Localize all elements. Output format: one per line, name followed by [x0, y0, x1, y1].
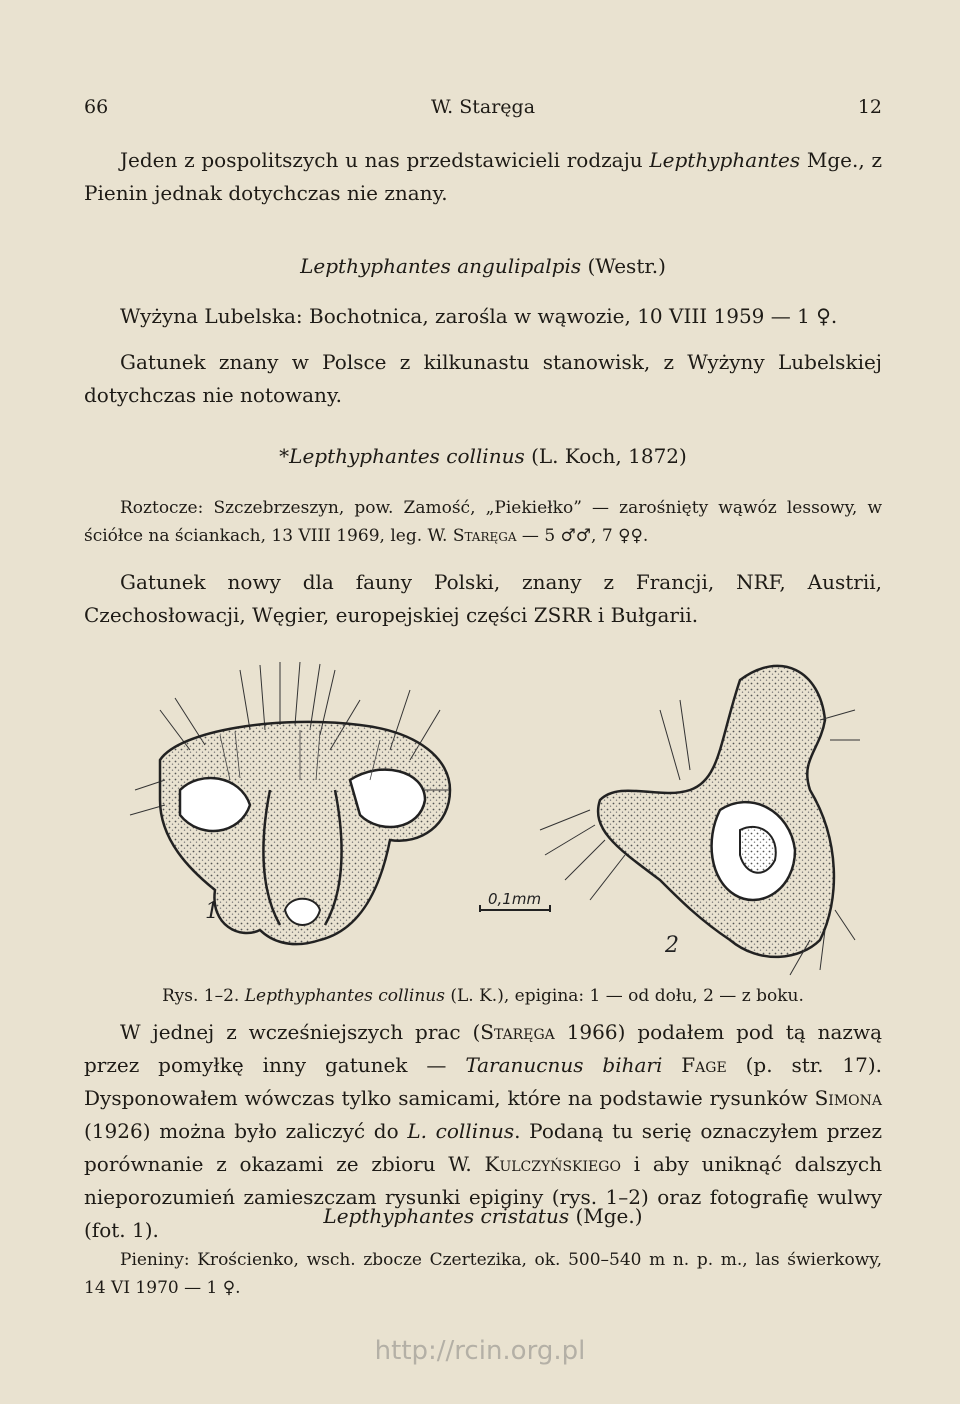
species-author: (L. Koch, 1872) [531, 444, 687, 468]
figure-label-2: 2 [665, 933, 679, 958]
taranucnus-name: Taranucnus bihari [465, 1053, 663, 1077]
species-note-collinus [84, 566, 882, 632]
intro-text-a: Jeden z pospolitszych u nas przedstawicieli rodzaju [120, 148, 650, 172]
species-author: (Westr.) [587, 254, 666, 278]
intro-genus: Lepthyphantes [649, 148, 801, 172]
discussion-text: (p. str. 17). Dysponowałem wówczas tylko samicami, które na podstawie rysunków [84, 1053, 883, 1110]
discussion-text: W jednej z wcześniejszych prac ( [120, 1020, 481, 1044]
record-text-b: — 5 ♂♂, 7 ♀♀. [516, 526, 649, 546]
ref-fage: Fage [681, 1053, 727, 1077]
species-note-angulipalpis [84, 346, 882, 412]
figure-2-lateral-view [540, 666, 860, 975]
species-record-angulipalpis [84, 300, 882, 333]
epigyne-figure [120, 640, 860, 980]
record-collector: Staręga [452, 526, 517, 546]
running-author: W. Staręga [430, 96, 536, 118]
species-record-collinus [84, 494, 882, 550]
species-name: Lepthyphantes angulipalpis [300, 254, 582, 278]
sheet-number: 12 [857, 96, 882, 118]
figure-1-ventral-view [130, 662, 450, 944]
caption-suffix: (L. K.), epigina: 1 — od dołu, 2 — z boku. [444, 986, 804, 1006]
caption-prefix: Rys. 1–2. [162, 986, 245, 1006]
intro-paragraph [84, 144, 882, 210]
species-heading-angulipalpis [84, 250, 882, 283]
figure-label-1: 1 [205, 899, 219, 924]
species-name: Lepthyphantes cristatus [323, 1204, 570, 1228]
scale-label: 0,1mm [488, 890, 542, 908]
epigyne-drawing [120, 640, 860, 980]
discussion-text: . Podaną tu serię oznaczyłem przez porównanie z okazami ze zbioru W. [84, 1119, 882, 1176]
discussion-text: 1966) podałem pod tą nazwą przez pomyłkę inny gatunek — [84, 1020, 882, 1077]
species-heading-collinus [84, 440, 882, 473]
discussion-text [662, 1053, 681, 1077]
note-text: Gatunek znany w Polsce z kilkunastu stanowisk, z Wyżyny Lubelskiej dotychczas nie notowany. [84, 350, 882, 407]
record-text: Pieniny: Krościenko, wsch. zbocze Czertezika, ok. 500–540 m n. p. m., las świerkowy, 14 VI 1970 — 1 ♀. [84, 1250, 882, 1298]
species-record-cristatus [84, 1246, 882, 1302]
running-header [84, 96, 882, 126]
discussion-text: (1926) można było zaliczyć do [84, 1119, 408, 1143]
record-text-a: Roztocze: Szczebrzeszyn, pow. Zamość, „Piekiełko” — zarośnięty wąwóz lessowy, w ściółce na ściankach, 13 VIII 1969, leg. W. [84, 498, 882, 546]
ref-starega: Staręga [480, 1020, 555, 1044]
ref-simon: Simona [814, 1086, 882, 1110]
figure-caption [84, 982, 882, 1010]
species-heading-cristatus [84, 1200, 882, 1233]
scale-bar [480, 890, 550, 912]
note-text: Gatunek nowy dla fauny Polski, znany z Francji, NRF, Austrii, Czechosłowacji, Węgier, europejskiej części ZSRR i Bułgarii. [84, 570, 882, 627]
caption-species: Lepthyphantes collinus [244, 986, 445, 1006]
species-author: (Mge.) [575, 1204, 643, 1228]
ref-kulczynski: Kulczyńskiego [484, 1152, 621, 1176]
record-text: Wyżyna Lubelska: Bochotnica, zarośla w wąwozie, 10 VIII 1959 — 1 ♀. [120, 304, 838, 328]
species-name: *Lepthyphantes collinus [279, 444, 525, 468]
intro-text-b: Mge., z Pienin jednak dotychczas nie znany. [84, 148, 882, 205]
page-number: 66 [84, 96, 109, 118]
source-url: http://rcin.org.pl [374, 1336, 586, 1366]
discussion-text: i aby uniknąć dalszych nieporozumień zamieszczam rysunki epiginy (rys. 1–2) oraz fotografię wulwy (fot. 1). [84, 1152, 882, 1242]
collinus-name: L. collinus [407, 1119, 515, 1143]
